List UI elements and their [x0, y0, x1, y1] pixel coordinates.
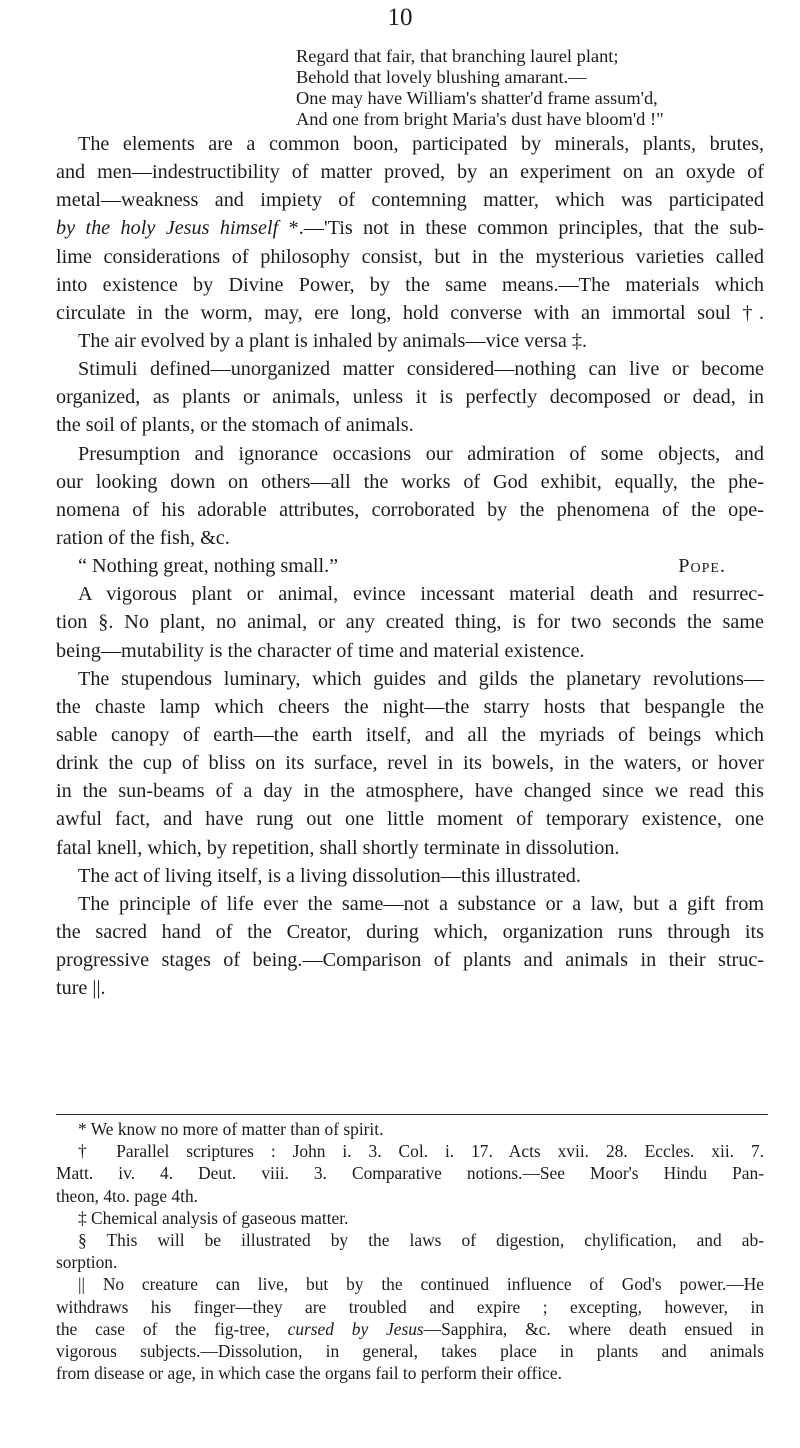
page-number: 10 [387, 4, 413, 31]
footnote-line: † Parallel scriptures : John i. 3. Col. i. 17. Acts xvii. 28. Eccles. xii. 7. [78, 1141, 764, 1162]
text-line: The elements are a common boon, participated by minerals, plants, brutes, [78, 133, 764, 155]
text-line: metal—weakness and impiety of contemning matter, which was participated [56, 189, 764, 212]
text-line: and men—indestructibility of matter proved, by an experiment on an oxyde of [56, 161, 764, 184]
verse-line: One may have William's shatter'd frame assum'd, [296, 88, 658, 108]
text-line: ration of the fish, &c. [56, 526, 230, 549]
footnotes [56, 1118, 764, 1384]
text-line: the chaste lamp which cheers the night—the starry hosts that bespangle the [56, 695, 764, 718]
verse-line: Regard that fair, that branching laurel plant; [296, 46, 619, 66]
italic-phrase: cursed by Jesus [287, 1318, 424, 1339]
footnote-line: || No creature can live, but by the continued influence of God's power.—He [78, 1274, 764, 1295]
quote-author: Pope. [678, 555, 726, 578]
text-line: into existence by Divine Power, by the same means.—The materials which [56, 273, 764, 296]
text-line: in the sun-beams of a day in the atmosphere, have changed since we read this [56, 780, 764, 803]
footnote-line: vigorous subjects.—Dissolution, in general, takes place in plants and animals [56, 1340, 764, 1361]
quote-text: “ Nothing great, nothing small.” [78, 555, 339, 578]
text-line: drink the cup of bliss on its surface, revel in its bowels, in the waters, or hover [56, 752, 764, 775]
italic-phrase: by the holy Jesus himself [56, 217, 279, 240]
verse-line: And one from bright Maria's dust have bloom'd !" [296, 109, 664, 129]
text-line: circulate in the worm, may, ere long, hold converse with an immortal soul †. [56, 301, 764, 324]
text-line: nomena of his adorable attributes, corroborated by the phenomena of the ope- [56, 498, 764, 521]
text-line: The act of living itself, is a living dissolution—this illustrated. [78, 864, 581, 887]
main-text [56, 130, 764, 1002]
text-line: tion §. No plant, no animal, or any created thing, is for two seconds the same [56, 611, 764, 634]
text-line: the sacred hand of the Creator, during which, organization runs through its [56, 920, 764, 943]
footnote-line: § This will be illustrated by the laws of digestion, chylification, and ab- [78, 1229, 764, 1250]
text-line: awful fact, and have rung out one little moment of temporary existence, one [56, 808, 764, 831]
text-line: Stimuli defined—unorganized matter considered—nothing can live or become [78, 358, 764, 381]
footnote-line: sorption. [56, 1252, 118, 1273]
text-line: The principle of life ever the same—not a substance or a law, but a gift from [78, 892, 764, 915]
text-line: The air evolved by a plant is inhaled by animals—vice versa ‡. [78, 329, 588, 352]
footnote-line: from disease or age, in which case the organs fail to perform their office. [56, 1363, 562, 1384]
footnote-divider [56, 1114, 768, 1115]
text-line: A vigorous plant or animal, evince incessant material death and resurrec- [78, 583, 764, 606]
footnote-line: the case of the fig-tree, cursed by Jesus—Sapphira, &c. where death ensued in [56, 1318, 764, 1339]
text-line: sable canopy of earth—the earth itself, and all the myriads of beings which [56, 723, 764, 746]
text-line: by the holy Jesus himself *.—'Tis not in these common principles, that the sub- [56, 217, 765, 240]
footnote-line: Matt. iv. 4. Deut. viii. 3. Comparative notions.—See Moor's Hindu Pan- [56, 1163, 764, 1184]
text-line: our looking down on others—all the works of God exhibit, equally, the phe- [56, 470, 764, 493]
pope-quote [56, 552, 764, 580]
footnote-line: * We know no more of matter than of spirit. [78, 1119, 384, 1139]
text-line: being—mutability is the character of time and material existence. [56, 639, 585, 662]
text-line: The stupendous luminary, which guides and gilds the planetary revolutions— [78, 667, 764, 690]
verse-line: Behold that lovely blushing amarant.— [296, 67, 587, 87]
text-line: Presumption and ignorance occasions our admiration of some objects, and [78, 442, 764, 465]
text-line: the soil of plants, or the stomach of animals. [56, 414, 414, 437]
text-line: organized, as plants or animals, unless it is perfectly decomposed or dead, in [56, 386, 764, 409]
footnote-line: withdraws his finger—they are troubled and expire ; excepting, however, in [56, 1296, 764, 1317]
footnote-line: theon, 4to. page 4th. [56, 1185, 198, 1206]
verse-block [296, 46, 776, 130]
text-line: progressive stages of being.—Comparison of plants and animals in their struc- [56, 949, 764, 972]
text-line: fatal knell, which, by repetition, shall shortly terminate in dissolution. [56, 836, 620, 859]
footnote-line: ‡ Chemical analysis of gaseous matter. [78, 1207, 349, 1228]
text-line: lime considerations of philosophy consist, but in the mysterious varieties called [56, 245, 764, 268]
text-line: ture ||. [56, 977, 106, 1000]
